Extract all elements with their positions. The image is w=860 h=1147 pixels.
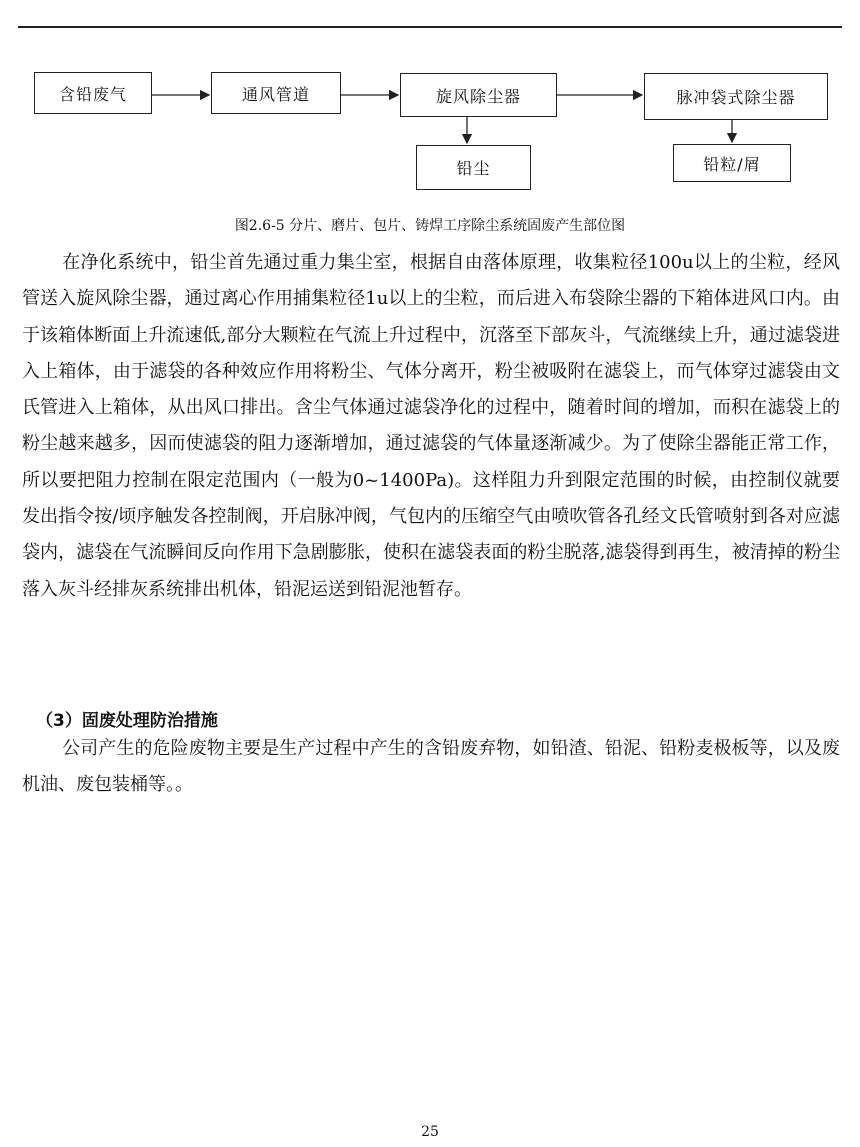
node-lead-particles: 铅粒/屑 (673, 144, 791, 182)
paragraph-hazardous-waste-text: 公司产生的危险废物主要是生产过程中产生的含铅废弃物，如铅渣、铅泥、铅粉麦极板等，以及废机油、废包装桶等。。 (22, 738, 840, 796)
paragraph-purification (22, 245, 840, 608)
paragraph-hazardous-waste (22, 731, 840, 804)
node-lead-waste-gas: 含铅废气 (34, 72, 152, 114)
node-lead-dust: 铅尘 (416, 145, 531, 190)
figure-caption: 图2.6-5 分片、磨片、包片、铸焊工序除尘系统固废产生部位图 (234, 218, 626, 234)
flowchart (0, 0, 860, 200)
section-heading: （3）固废处理防治措施 (36, 711, 218, 731)
node-cyclone-collector: 旋风除尘器 (400, 73, 557, 117)
node-ventilation-duct: 通风管道 (211, 72, 341, 114)
paragraph-purification-text: 在净化系统中，铅尘首先通过重力集尘室，根据自由落体原理，收集粒径100u以上的尘粒，经风管送入旋风除尘器，通过离心作用捕集粒径1u以上的尘粒，而后进入布袋除尘器的下箱体进风口内。由于该箱体断面上升流速低,部分大颗粒在气流上升过程中，沉落至下部灰斗，气流继续上升，通过滤袋进入上箱体，由于滤袋的各种效应作用将粉尘、气体分离开，粉尘被吸附在滤袋上，而气体穿过滤袋由文氏管进入上箱体，从出风口排出。含尘气体通过滤袋净化的过程中，随着时间的增加，而积在滤袋上的粉尘越来越多，因而使滤袋的阻力逐渐增加，通过滤袋的气体量逐渐减少。为了使除尘器能正常工作，所以要把阻力控制在限定范围内（一般为0~1400Pa)。这样阻力升到限定范围的时候，由控制仪就要发出指令按/顷序触发各控制阀，开启脉冲阀，气包内的压缩空气由喷吹管各孔经文氏管喷射到各对应滤袋内，滤袋在气流瞬间反向作用下急剧膨胀，使积在滤袋表面的粉尘脱落,滤袋得到再生，被清掉的粉尘落入灰斗经排灰系统排出机体，铅泥运送到铅泥池暂存。 (22, 252, 840, 600)
node-pulse-bag-collector: 脉冲袋式除尘器 (644, 73, 828, 120)
page-number: 25 (421, 1124, 439, 1140)
